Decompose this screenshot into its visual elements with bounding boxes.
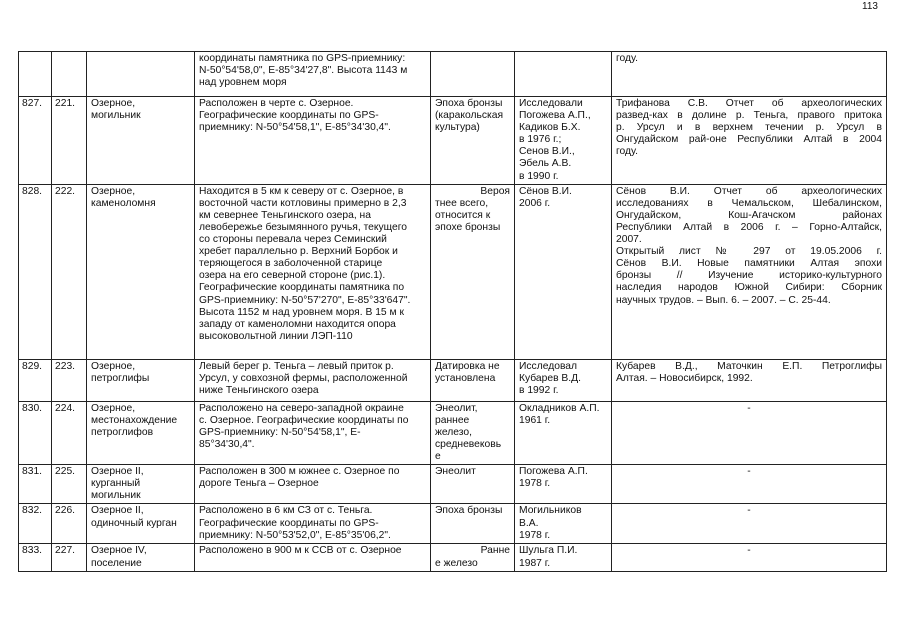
text-line: Расположен в черте с. Озерное. xyxy=(199,98,354,109)
text-line: Открытый лист № 297 от 19.05.2006 г. xyxy=(616,246,882,258)
text-line: N-50°54'58,0", E-85°34'27,8". Высота 1143 м xyxy=(199,65,408,77)
text-line: Могильников xyxy=(519,505,582,517)
location-cell xyxy=(195,465,431,504)
text-line: теряющегося в заболоченной старице xyxy=(199,258,383,270)
dating-cell xyxy=(431,184,515,359)
table-row xyxy=(19,504,887,544)
text-line: высоковольтной линии ЛЭП-110 xyxy=(199,330,353,342)
text-line: развед-ках в долине р. Теньга, правого притока xyxy=(616,110,882,122)
literature-cell xyxy=(612,401,887,464)
text-line: Озерное, xyxy=(91,98,136,109)
text-line: Кубарев В.Д., Маточкин Е.П. Петроглифы xyxy=(616,360,882,372)
table-row xyxy=(19,544,887,571)
text-line: Эпоха бронзы xyxy=(435,98,503,109)
name-cell xyxy=(87,97,195,185)
literature-cell xyxy=(612,52,887,97)
text-line: 85°34'30,4". xyxy=(199,438,255,450)
text-line: Трифанова С.В. Отчет об археологических xyxy=(616,98,882,109)
text-line: Географические координаты по GPS- xyxy=(199,517,379,529)
text-line: GPS-приемнику: N-50°54'58,1", E- xyxy=(199,426,361,438)
text-line: Погожева А.П. xyxy=(519,466,588,478)
number-cell: 832. xyxy=(19,504,52,544)
text-line: приемнику: N-50°54'58,1", E-85°34'30,4". xyxy=(199,122,391,134)
text-line: в 1976 г.; xyxy=(519,134,562,146)
dating-cell xyxy=(431,544,515,571)
dating-cell xyxy=(431,52,515,97)
location-cell xyxy=(195,544,431,571)
text-line: Географические координаты по GPS- xyxy=(199,110,379,122)
text-line: Озерное II, xyxy=(91,466,144,478)
name-cell xyxy=(87,544,195,571)
number-cell: 827. xyxy=(19,97,52,185)
sub-number-cell: 226. xyxy=(52,504,87,544)
text-line: могильник xyxy=(91,490,141,502)
text-line: Расположено на северо-западной окраине xyxy=(199,402,404,414)
text-line: курганный xyxy=(91,478,141,490)
dating-cell xyxy=(431,401,515,464)
text-line: Урсул, у совхозной фермы, расположенной xyxy=(199,372,408,384)
text-line: Кубарев В.Д. xyxy=(519,372,581,384)
sub-number-cell: 227. xyxy=(52,544,87,571)
text-line: Высота 1152 м над уровнем моря. В 15 м к xyxy=(199,306,404,318)
text-line: левобережье безымянного ручья, текущего xyxy=(199,221,407,233)
location-cell xyxy=(195,359,431,401)
text-line: могильник xyxy=(91,110,141,122)
sub-number-cell: 224. xyxy=(52,401,87,464)
text-line: Погожева А.П., xyxy=(519,110,591,122)
text-line: раннее xyxy=(435,414,470,426)
researcher-cell xyxy=(515,401,612,464)
text-line: (каракольская xyxy=(435,110,504,122)
dating-cell xyxy=(431,504,515,544)
table-body xyxy=(19,52,887,572)
text-line: железо, xyxy=(435,426,472,438)
text-line: Озерное, xyxy=(91,185,136,197)
text-line: хребет параллельно р. Верхний Борбок и xyxy=(199,246,398,258)
text-line: Озерное II, xyxy=(91,505,144,517)
text-line: Энеолит, xyxy=(435,402,478,414)
text-line: Республики Алтай в 2006 г. – Горно-Алтайск, xyxy=(616,221,882,233)
text-line: западу от каменоломни находится опора xyxy=(199,318,396,330)
number-cell: 829. xyxy=(19,359,52,401)
text-line: научных трудов. – Вып. 6. – 2007. – С. 25-44. xyxy=(616,294,831,306)
text-line: Левый берег р. Теньга – левый приток р. xyxy=(199,360,394,372)
researcher-cell xyxy=(515,52,612,97)
text-line: е xyxy=(435,451,441,463)
text-line: средневековь xyxy=(435,438,502,450)
text-line: Сёнов В.И. xyxy=(519,185,572,197)
text-line: Ранне xyxy=(480,545,510,557)
dating-cell xyxy=(431,359,515,401)
text-line: км севернее Теньгинского озера, на xyxy=(199,209,371,221)
text-line: - xyxy=(747,466,751,478)
text-line: координаты памятника по GPS-приемнику: xyxy=(199,53,406,64)
name-cell xyxy=(87,401,195,464)
table-row xyxy=(19,465,887,504)
text-line: - xyxy=(747,545,751,557)
location-cell xyxy=(195,184,431,359)
table-row xyxy=(19,52,887,97)
literature-cell xyxy=(612,184,887,359)
name-cell xyxy=(87,465,195,504)
text-line: приемнику: N-50°53'52,0", E-85°35'06,2". xyxy=(199,529,391,541)
table-row xyxy=(19,97,887,185)
text-line: Находится в 5 км к северу от с. Озерное, в xyxy=(199,185,404,197)
text-line: наследия народов Южной Сибири: Сборник xyxy=(616,282,882,294)
table-row xyxy=(19,184,887,359)
text-line: Сёнов В.И. Новые памятники Алтая эпохи xyxy=(616,258,882,270)
text-line: исследованиях в Чемальском, Шебалинском, xyxy=(616,197,882,209)
text-line: Датировка не xyxy=(435,360,500,372)
text-line: одиночный курган xyxy=(91,517,177,529)
text-line: дороге Теньга – Озерное xyxy=(199,478,319,490)
number-cell: 828. xyxy=(19,184,52,359)
name-cell xyxy=(87,504,195,544)
researcher-cell xyxy=(515,359,612,401)
sub-number-cell: 223. xyxy=(52,359,87,401)
text-line: - xyxy=(747,402,751,414)
literature-cell xyxy=(612,359,887,401)
text-line: году. xyxy=(616,53,639,64)
text-line: Онгудайском, Кош-Агачском районах xyxy=(616,209,882,221)
location-cell xyxy=(195,52,431,97)
text-line: - xyxy=(747,505,751,517)
location-cell xyxy=(195,401,431,464)
text-line: петроглифов xyxy=(91,426,154,438)
text-line: Озерное IV, xyxy=(91,545,147,557)
researcher-cell xyxy=(515,544,612,571)
text-line: Онгудайском рай-оне Республики Алтай в 2004 xyxy=(616,134,882,146)
table-row xyxy=(19,401,887,464)
text-line: Исследовали xyxy=(519,98,583,109)
text-line: поселение xyxy=(91,557,142,569)
text-line: году. xyxy=(616,146,639,158)
number-cell: 831. xyxy=(19,465,52,504)
number-cell: 830. xyxy=(19,401,52,464)
text-line: культура) xyxy=(435,122,480,134)
text-line: местонахождение xyxy=(91,414,178,426)
text-line: Окладников А.П. xyxy=(519,402,600,414)
text-line: ниже Теньгинского озера xyxy=(199,384,319,396)
text-line: Эпоха бронзы xyxy=(435,505,503,517)
text-line: Расположено в 900 м к ССВ от с. Озерное xyxy=(199,545,402,557)
text-line: Озерное, xyxy=(91,360,136,372)
text-line: 1978 г. xyxy=(519,529,551,541)
text-line: каменоломня xyxy=(91,197,156,209)
text-line: над уровнем моря xyxy=(199,77,287,89)
text-line: 1987 г. xyxy=(519,557,551,569)
text-line: установлена xyxy=(435,372,496,384)
location-cell xyxy=(195,97,431,185)
researcher-cell xyxy=(515,184,612,359)
text-line: Эбель А.В. xyxy=(519,158,572,170)
monuments-table xyxy=(18,51,887,572)
literature-cell xyxy=(612,465,887,504)
text-line: озера на его северной стороне (рис.1). xyxy=(199,270,386,282)
text-line: Географические координаты памятника по xyxy=(199,282,405,294)
name-cell xyxy=(87,359,195,401)
sub-number-cell: 225. xyxy=(52,465,87,504)
text-line: е железо xyxy=(435,557,478,569)
text-line: Вероя xyxy=(480,185,510,197)
name-cell xyxy=(87,184,195,359)
sub-number-cell: 222. xyxy=(52,184,87,359)
text-line: Энеолит xyxy=(435,466,476,478)
name-cell xyxy=(87,52,195,97)
text-line: со стороны перевала через Семинский xyxy=(199,234,387,246)
text-line: восточной части котловины примерно в 2,3 xyxy=(199,197,407,209)
text-line: в 1992 г. xyxy=(519,384,559,396)
text-line: эпохе бронзы xyxy=(435,221,501,233)
literature-cell xyxy=(612,504,887,544)
number-cell xyxy=(19,52,52,97)
text-line: Кадиков Б.Х. xyxy=(519,122,581,134)
dating-cell xyxy=(431,465,515,504)
location-cell xyxy=(195,504,431,544)
sub-number-cell xyxy=(52,52,87,97)
literature-cell xyxy=(612,544,887,571)
text-line: относится к xyxy=(435,209,491,221)
number-cell: 833. xyxy=(19,544,52,571)
text-line: в 1990 г. xyxy=(519,170,559,182)
text-line: Расположено в 6 км СЗ от с. Теньга. xyxy=(199,505,373,517)
text-line: 1961 г. xyxy=(519,414,551,426)
text-line: Расположен в 300 м южнее с. Озерное по xyxy=(199,466,400,478)
sub-number-cell: 221. xyxy=(52,97,87,185)
text-line: петроглифы xyxy=(91,372,150,384)
text-line: В.А. xyxy=(519,517,539,529)
dating-cell xyxy=(431,97,515,185)
text-line: с. Озерное. Географические координаты по xyxy=(199,414,409,426)
researcher-cell xyxy=(515,97,612,185)
text-line: GPS-приемнику: N-50°57'270", E-85°33'647". xyxy=(199,294,411,306)
text-line: 1978 г. xyxy=(519,478,551,490)
text-line: Сёнов В.И. Отчет об археологических xyxy=(616,185,882,197)
text-line: Сенов В.И., xyxy=(519,146,575,158)
text-line: Исследовал xyxy=(519,360,578,372)
text-line: бронзы // Изучение историко-культурного xyxy=(616,270,882,282)
researcher-cell xyxy=(515,504,612,544)
page-number: 113 xyxy=(862,1,878,12)
text-line: Шульга П.И. xyxy=(519,545,578,557)
table-row xyxy=(19,359,887,401)
researcher-cell xyxy=(515,465,612,504)
text-line: р. Урсул и в верхнем течении р. Урсул в xyxy=(616,122,882,134)
text-line: Алтая. – Новосибирск, 1992. xyxy=(616,372,753,384)
literature-cell xyxy=(612,97,887,185)
text-line: 2006 г. xyxy=(519,197,551,209)
text-line: Озерное, xyxy=(91,402,136,414)
text-line: тнее всего, xyxy=(435,197,489,209)
text-line: 2007. xyxy=(616,234,642,246)
